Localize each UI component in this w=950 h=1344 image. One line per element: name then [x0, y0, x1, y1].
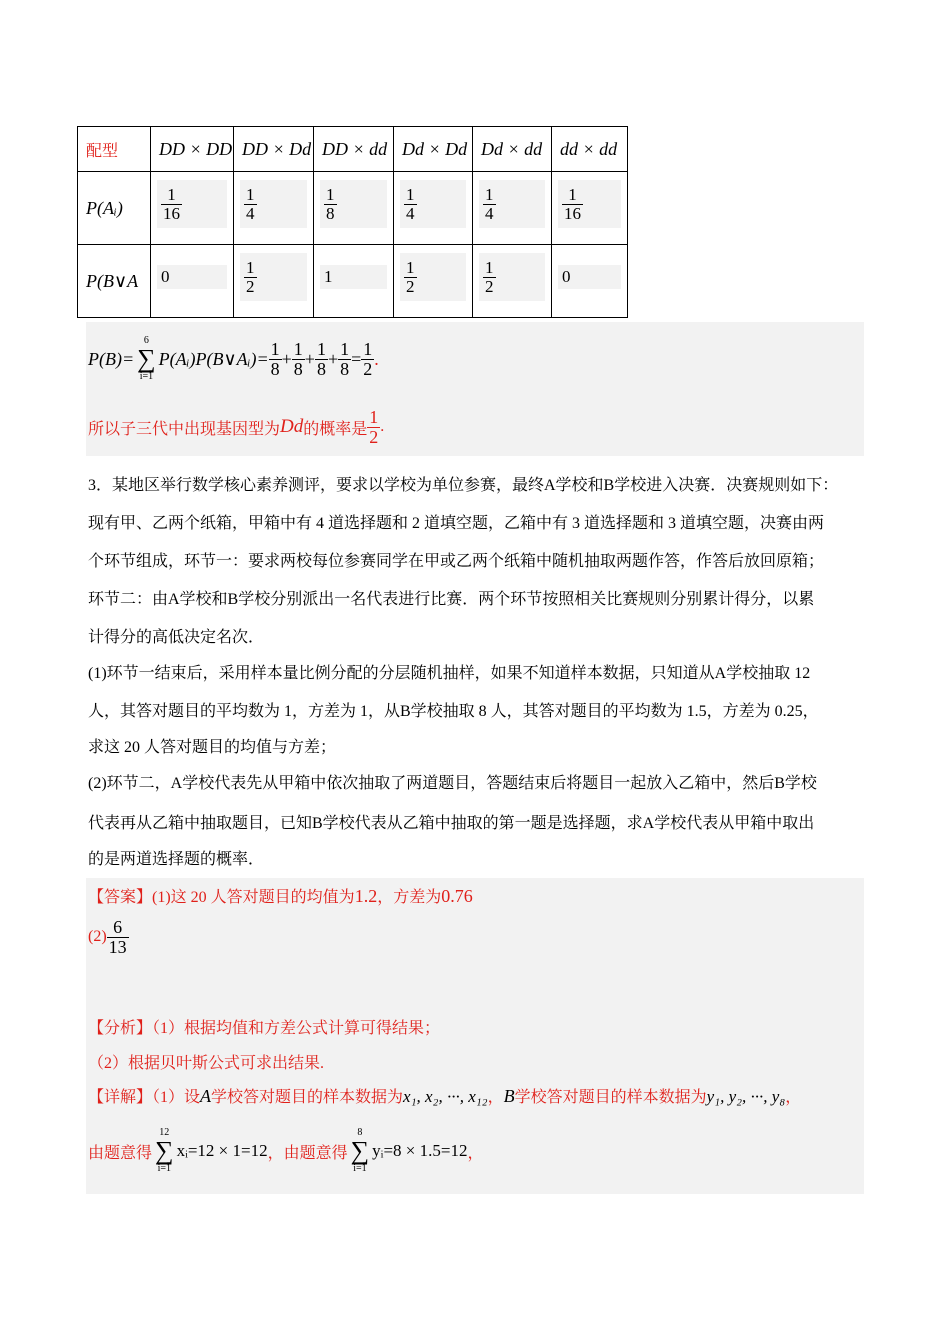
total-probability-formula: P(B)= 6 ∑ i=1 P(Aᵢ)P(B∨Aᵢ)= $\frac{1}{8}$ + $\frac{1}{8}$ + $\frac{1}{8}$ + $\frac{1}{8}$ = $\frac{1}{2}$ . [88, 335, 379, 382]
answer-tag: 【答案】 [88, 889, 153, 906]
question-line: 人，其答对题目的平均数为 1，方差为 1，从B学校抽取 8 人，其答对题目的平均数为 1.5，方差为 0.25， [88, 703, 819, 720]
question-line: 环节二：由A学校和B学校分别派出一名代表进行比赛．两个环节按照相关比赛规则分别累计得分，以累 [88, 591, 815, 608]
fraction: $\frac{1}{8}$ [293, 338, 303, 379]
table-header-cell: Dd × dd [473, 127, 552, 172]
fraction: $\frac{1}{2}$ [406, 257, 415, 296]
table-header-cell: DD × Dd [234, 127, 314, 172]
fraction: $\frac{6}{13}$ [108, 917, 127, 957]
row-label-p-b-given-a: P(B∨A [78, 245, 151, 318]
table-cell [234, 172, 314, 245]
answer-line-1: 【答案】(1)这 20 人答对题目的均值为1.2，方差为0.76 [88, 886, 473, 906]
question-line: 计得分的高低决定名次． [88, 629, 265, 646]
conclusion-line: 所以子三代中出现基因型为 Dd 的概率是 $\frac{1}{2}$ . [88, 407, 385, 447]
answer-line-2: (2) $\frac{6}{13}$ [88, 917, 127, 957]
table-cell [314, 172, 394, 245]
table-row [78, 172, 628, 245]
question-line: 现有甲、乙两个纸箱，甲箱中有 4 道选择题和 2 道填空题，乙箱中有 3 道选择题和 3 道填空题，决赛由两 [88, 515, 825, 532]
table-cell: 0 [151, 245, 234, 318]
summation-symbol: 6 ∑ i=1 [137, 335, 156, 382]
summation-symbol: 8 ∑ i=1 [350, 1127, 370, 1174]
table-cell [234, 245, 314, 318]
question-line: 的是两道选择题的概率． [88, 851, 265, 868]
detail-line-1: 【详解】（1）设A学校答对题目的样本数据为x₁, x₂, ···, x₁₂，B学校答对题目的样本数据为y₁, y₂, ···, y₈， [88, 1086, 802, 1106]
fraction: $\frac{1}{8}$ [340, 338, 350, 379]
table-cell [151, 172, 234, 245]
table-cell [473, 172, 552, 245]
fraction: $\frac{1}{8}$ [270, 338, 280, 379]
fraction: $\frac{1}{16}$ [163, 184, 180, 223]
fraction: $\frac{1}{4}$ [406, 184, 415, 223]
table-row [78, 127, 628, 172]
genotype-table [77, 126, 628, 318]
question-line: (1)环节一结束后，采用样本量比例分配的分层随机抽样，如果不知道样本数据，只知道从A学校抽取 12 [88, 665, 811, 682]
question-line: (2)环节二，A学校代表先从甲箱中依次抽取了两道题目，答题结束后将题目一起放入乙箱中，然后B学校 [88, 775, 817, 792]
table-header-cell: DD × dd [314, 127, 394, 172]
table-header-label: 配型 [78, 127, 151, 172]
fraction: $\frac{1}{8}$ [326, 184, 335, 223]
table-cell: 0 [552, 245, 628, 318]
question-line: 个环节组成，环节一：要求两校每位参赛同学在甲或乙两个纸箱中随机抽取两题作答，作答后放回原箱； [88, 553, 825, 570]
detail-tag: 【详解】 [88, 1089, 153, 1106]
table-cell [552, 172, 628, 245]
analysis-tag: 【分析】 [88, 1020, 153, 1037]
fraction: $\frac{1}{4}$ [485, 184, 494, 223]
fraction: $\frac{1}{2}$ [369, 407, 379, 447]
detail-line-2: 由题意得 12 ∑ i=1 xᵢ=12 × 1=12 ，由题意得 8 ∑ i=1 yᵢ=8 × 1.5=12 ， [88, 1127, 484, 1174]
table-row [78, 245, 628, 318]
table-header-cell: Dd × Dd [394, 127, 473, 172]
question-line: 代表再从乙箱中抽取题目，已知B学校代表从乙箱中抽取的第一题是选择题，求A学校代表从甲箱中取出 [88, 815, 815, 832]
table-cell: 1 [314, 245, 394, 318]
fraction: $\frac{1}{8}$ [316, 338, 326, 379]
question-line: 求这 20 人答对题目的均值与方差； [88, 739, 337, 756]
question-line: 3．某地区举行数学核心素养测评，要求以学校为单位参赛，最终A学校和B学校进入决赛．决赛规则如下： [88, 477, 839, 494]
table-cell [394, 245, 473, 318]
table-cell [394, 172, 473, 245]
fraction: $\frac{1}{4}$ [246, 184, 255, 223]
fraction: $\frac{1}{2}$ [246, 257, 255, 296]
table-cell [473, 245, 552, 318]
analysis-line-2: （2）根据贝叶斯公式可求出结果. [88, 1055, 325, 1072]
summation-symbol: 12 ∑ i=1 [155, 1127, 174, 1174]
analysis-line-1: 【分析】（1）根据均值和方差公式计算可得结果； [88, 1020, 441, 1037]
table-header-cell: dd × dd [552, 127, 628, 172]
fraction: $\frac{1}{2}$ [363, 338, 373, 379]
row-label-p-ai: P(Aᵢ) [78, 172, 151, 245]
fraction: $\frac{1}{2}$ [485, 257, 494, 296]
fraction: $\frac{1}{16}$ [564, 184, 581, 223]
table-header-cell: DD × DD [151, 127, 234, 172]
